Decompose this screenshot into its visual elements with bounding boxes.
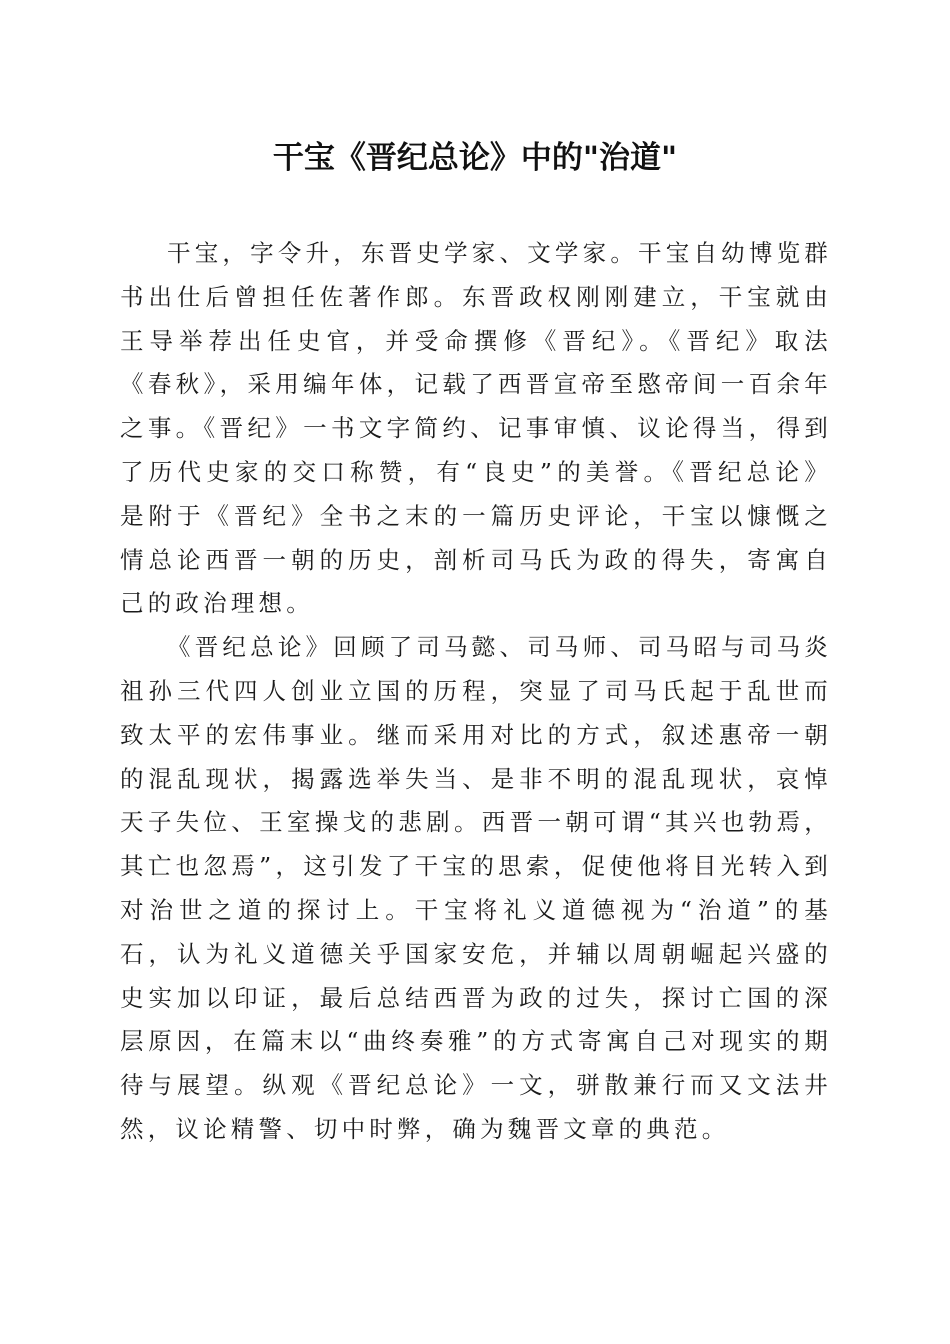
paragraph-2: 《晋纪总论》回顾了司马懿、司马师、司马昭与司马炎祖孙三代四人创业立国的历程，突显了司马氏起于乱世而致太平的宏伟事业。继而采用对比的方式，叙述惠帝一朝的混乱现状，揭露选举失当、是非不明的混乱现状，哀悼天子失位、王室操戈的悲剧。西晋一朝可谓“其兴也勃焉，其亡也忽焉”，这引发了干宝的思索，促使他将目光转入到对治世之道的探讨上。干宝将礼义道德视为“治道”的基石，认为礼义道德关乎国家安危，并辅以周朝崛起兴盛的史实加以印证，最后总结西晋为政的过失，探讨亡国的深层原因，在篇末以“曲终奏雅”的方式寄寓自己对现实的期待与展望。纵观《晋纪总论》一文，骈散兼行而又文法井然，议论精警、切中时弊，确为魏晋文章的典范。: [120, 633, 832, 1143]
document-body: [120, 232, 832, 1152]
document-title: 干宝《晋纪总论》中的"治道": [272, 140, 678, 176]
paragraph-1: 干宝，字令升，东晋史学家、文学家。干宝自幼博览群书出仕后曾担任佐著作郎。东晋政权刚刚建立，干宝就由王导举荐出任史官，并受命撰修《晋纪》。《晋纪》取法《春秋》，采用编年体，记载了西晋宣帝至愍帝间一百余年之事。《晋纪》一书文字简约、记事审慎、议论得当，得到了历代史家的交口称赞，有“良史”的美誉。《晋纪总论》是附于《晋纪》全书之末的一篇历史评论，干宝以慷慨之情总论西晋一朝的历史，剖析司马氏为政的得失，寄寓自己的政治理想。: [120, 239, 832, 618]
